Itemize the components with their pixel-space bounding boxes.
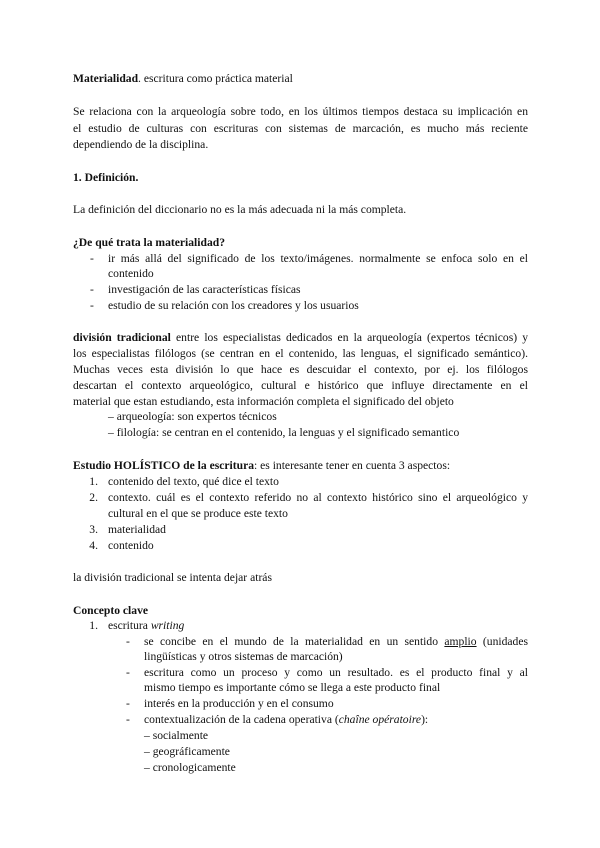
section-heading: 1. Definición. [73,171,139,184]
list-item: contexto. cuál es el contexto referido no al contexto histórico sino el arqueológico y [108,491,528,504]
bullet-text-part: se concibe en el mundo de la materialidad en un sentido [144,635,445,648]
division-sub: – filología: se centran en el contenido, la lenguas y el significado semantico [108,426,460,439]
section-heading: ¿De qué trata la materialidad? [73,236,225,249]
division-sub: – arqueología: son expertos técnicos [108,410,277,423]
intro-line: Se relaciona con la arqueología sobre todo, en los últimos tiempos destaca su implicación en [73,105,528,118]
section-heading: Concepto clave [73,604,149,617]
division-line [73,330,528,345]
list-item: cultural en el que se produce este texto [108,507,288,520]
closing-text: la división tradicional se intenta dejar atrás [73,571,272,584]
holistic-lead: Estudio HOLÍSTICO de la escritura [73,459,255,472]
bullet-text: interés en la producción y en el consumo [144,697,334,710]
underlined-word: amplio [444,635,477,648]
bullet-text-part: ): [421,713,429,726]
bullet-text: contenido [108,267,154,280]
intro-line: el estudio de culturas con escrituras con sistemas de marcación, es mucho más reciente [73,122,528,135]
bullet-dash: - [90,283,94,296]
list-number: 2. [89,491,98,504]
list-number: 1. [89,619,98,632]
bullet-dash: - [90,299,94,312]
division-lead: división tradicional [73,331,171,344]
bullet-text-part: (unidades [476,635,528,648]
item-italic: writing [150,619,185,632]
title-heading: Materialidad [73,72,139,85]
bullet-text-part: contextualización de la cadena operativa ( [144,713,339,726]
item-text: escritura [108,619,151,632]
list-number: 3. [89,523,98,536]
division-line: los especialistas filólogos (se centran en el contenido, las lenguas, el significado semántico). [73,347,528,360]
list-number: 1. [89,475,98,488]
bullet-text [144,712,428,727]
bullet-dash: - [126,666,130,679]
bullet-text: mismo tiempo es importante cómo se llega a este producto final [144,681,441,694]
list-item: contenido del texto, qué dice el texto [108,475,279,488]
division-rest: entre los especialistas dedicados en la arqueología (expertos técnicos) y [170,331,528,344]
division-line: Muchas veces esta división lo que hace es descuidar el contexto, por ej. los filólogos [73,363,528,376]
bullet-text: escritura como un proceso y como un resultado. es el producto final y al [144,666,528,679]
bullet-dash: - [126,697,130,710]
division-line: descartan el contexto arqueológico, cultural e histórico que influye directamente en el [73,379,528,392]
list-number: 4. [89,539,98,552]
holistic-heading [73,458,450,473]
bullet-text: investigación de las características físicas [108,283,301,296]
document-title [73,71,293,86]
bullet-text [144,634,528,649]
bullet-dash: - [90,252,94,265]
subsub-item: – geográficamente [144,745,230,758]
title-rest: . escritura como práctica material [138,72,293,85]
bullet-text: ir más allá del significado de los texto/imágenes. normalmente se enfoca solo en el [108,252,528,265]
bullet-text: lingüísticas y otros sistemas de marcación) [144,650,343,663]
subsub-item: – socialmente [144,729,209,742]
subsub-item: – cronologicamente [144,761,236,774]
bullet-dash: - [126,635,130,648]
list-item: contenido [108,539,154,552]
bullet-dash: - [126,713,130,726]
list-item [108,618,184,633]
italic-term: chaîne opératoire [338,713,422,726]
intro-line: dependiendo de la disciplina. [73,138,209,151]
list-item: materialidad [108,523,166,536]
division-line: material que estan estudiando, esta información completa el significado del objeto [73,395,454,408]
bullet-text: estudio de su relación con los creadores y los usuarios [108,299,359,312]
holistic-rest: : es interesante tener en cuenta 3 aspectos: [254,459,451,472]
section-text: La definición del diccionario no es la más adecuada ni la más completa. [73,203,407,216]
